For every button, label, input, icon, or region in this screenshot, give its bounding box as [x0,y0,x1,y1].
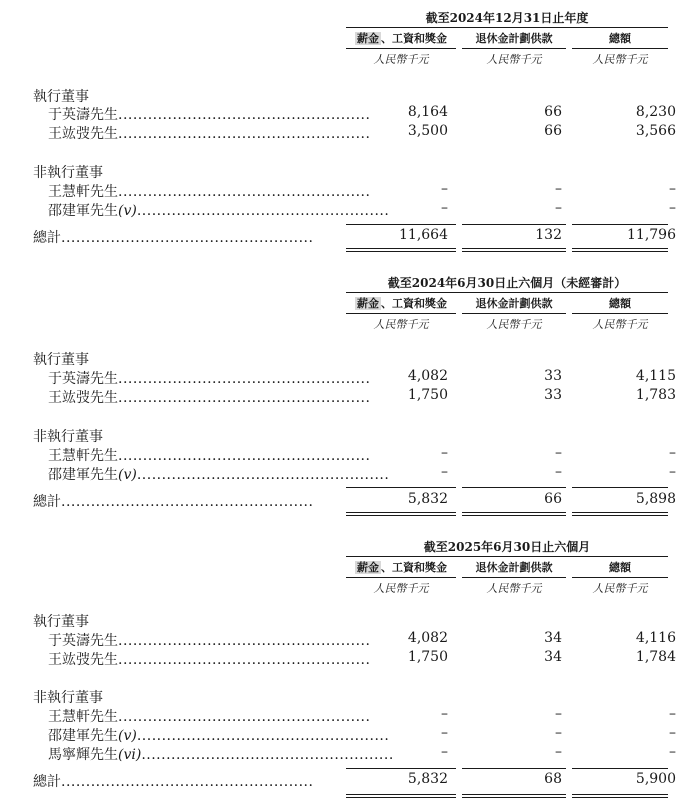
row-label [48,445,371,465]
row-label [48,725,390,745]
double-rule-pension [462,794,566,798]
cell-salary: 1,750 [407,387,448,403]
col-head-total: 總額 [609,32,631,45]
leader-dots: ................................................... [118,448,371,464]
cell-salary: – [441,706,448,722]
cell-salary: – [441,464,448,480]
col-unit-salary: 人民幣千元 [373,53,429,66]
leader-dots: ................................................... [118,709,371,725]
leader-dots: ................................................... [118,126,371,142]
cell-pension: – [555,706,562,722]
col-unit-pension: 人民幣千元 [486,318,542,331]
double-rule-total [572,512,668,516]
cell-pension: 33 [544,387,562,403]
group-executive-label: 執行董事 [33,614,89,630]
cell-pension: 34 [544,649,562,665]
cell-pension: – [555,200,562,216]
double-rule-total [572,248,668,252]
subtotal-rule-total [572,768,668,769]
total-pension: 68 [544,771,562,787]
director-name: 于英濤先生 [48,371,118,387]
group-executive-label: 執行董事 [33,352,89,368]
subtotal-rule-pension [462,224,566,225]
cell-total: 4,115 [635,368,676,384]
period-rule [346,292,668,293]
leader-dots: ................................................... [118,184,371,200]
total-pension: 66 [544,491,562,507]
subtotal-rule-salary [346,224,456,225]
row-label [48,123,371,143]
col-head-salary [346,31,456,47]
cell-salary: 1,750 [407,649,448,665]
cell-pension: – [555,744,562,760]
total-label: 總計 [33,494,61,510]
col-unit-total: 人民幣千元 [592,582,648,595]
row-label [48,630,371,650]
period-rule [346,556,668,557]
col-head-salary-rest: 、工資和獎金 [381,297,447,310]
col-head-salary-highlight: 薪金 [357,32,379,45]
director-name: 王竑弢先生 [48,126,118,142]
row-label [48,368,371,388]
director-name: 王慧軒先生 [48,448,118,464]
period-title: 截至2024年6月30日止六個月（未經審計） [387,276,627,290]
cell-salary: – [441,445,448,461]
leader-dots: ................................................... [118,107,371,123]
row-label [48,744,394,764]
leader-dots: ................................................... [118,633,371,649]
col-head-total: 總額 [609,561,631,574]
cell-salary: – [441,744,448,760]
director-name: 于英濤先生 [48,633,118,649]
total-total: 11,796 [627,227,676,243]
col-rule-salary [346,48,456,49]
leader-dots: ................................................... [61,230,314,246]
leader-dots: ................................................... [118,371,371,387]
total-total: 5,900 [635,771,676,787]
total-salary: 5,832 [407,771,448,787]
cell-total: 4,116 [635,630,676,646]
cell-total: – [669,200,676,216]
col-head-total: 總額 [609,297,631,310]
director-name: 王竑弢先生 [48,390,118,406]
cell-pension: 66 [544,104,562,120]
col-rule-pension [462,577,566,578]
director-name: 邵建軍先生 [48,467,118,483]
total-row-label [33,491,333,511]
col-rule-total [572,48,668,49]
row-label [48,464,390,484]
col-rule-pension [462,48,566,49]
cell-total: 8,230 [635,104,676,120]
director-name: 馬寧輝先生 [48,747,118,763]
group-executive-label: 執行董事 [33,89,89,105]
cell-pension: – [555,181,562,197]
leader-dots: ................................................... [61,774,314,790]
col-rule-total [572,313,668,314]
leader-dots: ................................................... [118,390,371,406]
col-rule-salary [346,577,456,578]
subtotal-rule-salary [346,487,456,488]
total-label: 總計 [33,230,61,246]
period-title: 截至2024年12月31日止年度 [425,11,589,25]
row-label [48,200,390,220]
col-head-pension: 退休金計劃供款 [475,561,553,574]
footnote-ref: (v) [118,728,137,744]
footnote-ref: (vi) [118,747,142,763]
col-rule-total [572,577,668,578]
col-unit-total: 人民幣千元 [592,53,648,66]
col-unit-pension: 人民幣千元 [486,53,542,66]
footnote-ref: (v) [118,467,137,483]
cell-total: – [669,744,676,760]
col-head-salary [346,296,456,312]
col-unit-total: 人民幣千元 [592,318,648,331]
cell-salary: 4,082 [407,368,448,384]
leader-dots: ................................................... [136,728,390,744]
row-label [48,104,371,124]
col-head-pension: 退休金計劃供款 [475,297,553,310]
total-row-label [33,771,333,791]
director-name: 邵建軍先生 [48,203,118,219]
col-head-salary [346,560,456,576]
double-rule-salary [346,248,456,252]
double-rule-salary [346,794,456,798]
total-salary: 11,664 [399,227,448,243]
director-name: 王慧軒先生 [48,709,118,725]
double-rule-total [572,794,668,798]
col-unit-salary: 人民幣千元 [373,582,429,595]
cell-total: – [669,445,676,461]
col-head-salary-highlight: 薪金 [357,297,379,310]
row-label [48,181,371,201]
leader-dots: ................................................... [61,494,314,510]
cell-salary: 8,164 [407,104,448,120]
leader-dots: ................................................... [141,747,394,763]
total-total: 5,898 [635,491,676,507]
cell-pension: – [555,725,562,741]
col-rule-salary [346,313,456,314]
cell-pension: 66 [544,123,562,139]
col-head-pension: 退休金計劃供款 [475,32,553,45]
cell-total: – [669,181,676,197]
total-label: 總計 [33,774,61,790]
total-salary: 5,832 [407,491,448,507]
total-pension: 132 [535,227,562,243]
period-title: 截至2025年6月30日止六個月 [423,540,591,554]
cell-salary: – [441,725,448,741]
period-rule [346,27,668,28]
cell-pension: – [555,464,562,480]
director-name: 王竑弢先生 [48,652,118,668]
footnote-ref: (v) [118,203,137,219]
leader-dots: ................................................... [118,652,371,668]
cell-total: – [669,706,676,722]
cell-pension: 33 [544,368,562,384]
row-label [48,387,371,407]
cell-total: 1,784 [635,649,676,665]
double-rule-pension [462,512,566,516]
cell-salary: – [441,181,448,197]
group-non-executive-label: 非執行董事 [33,429,103,445]
leader-dots: ................................................... [136,203,390,219]
subtotal-rule-pension [462,487,566,488]
cell-salary: 3,500 [407,123,448,139]
group-non-executive-label: 非執行董事 [33,165,103,181]
group-non-executive-label: 非執行董事 [33,690,103,706]
cell-total: 3,566 [635,123,676,139]
double-rule-salary [346,512,456,516]
cell-total: – [669,464,676,480]
double-rule-pension [462,248,566,252]
col-unit-salary: 人民幣千元 [373,318,429,331]
col-unit-pension: 人民幣千元 [486,582,542,595]
director-name: 邵建軍先生 [48,728,118,744]
row-label [48,706,371,726]
col-rule-pension [462,313,566,314]
subtotal-rule-total [572,487,668,488]
row-label [48,649,371,669]
col-head-salary-rest: 、工資和獎金 [381,561,447,574]
subtotal-rule-total [572,224,668,225]
subtotal-rule-salary [346,768,456,769]
subtotal-rule-pension [462,768,566,769]
col-head-salary-rest: 、工資和獎金 [381,32,447,45]
director-name: 王慧軒先生 [48,184,118,200]
cell-salary: – [441,200,448,216]
cell-pension: 34 [544,630,562,646]
director-name: 于英濤先生 [48,107,118,123]
cell-total: 1,783 [635,387,676,403]
total-row-label [33,227,333,247]
cell-pension: – [555,445,562,461]
cell-total: – [669,725,676,741]
cell-salary: 4,082 [407,630,448,646]
leader-dots: ................................................... [136,467,390,483]
col-head-salary-highlight: 薪金 [357,561,379,574]
